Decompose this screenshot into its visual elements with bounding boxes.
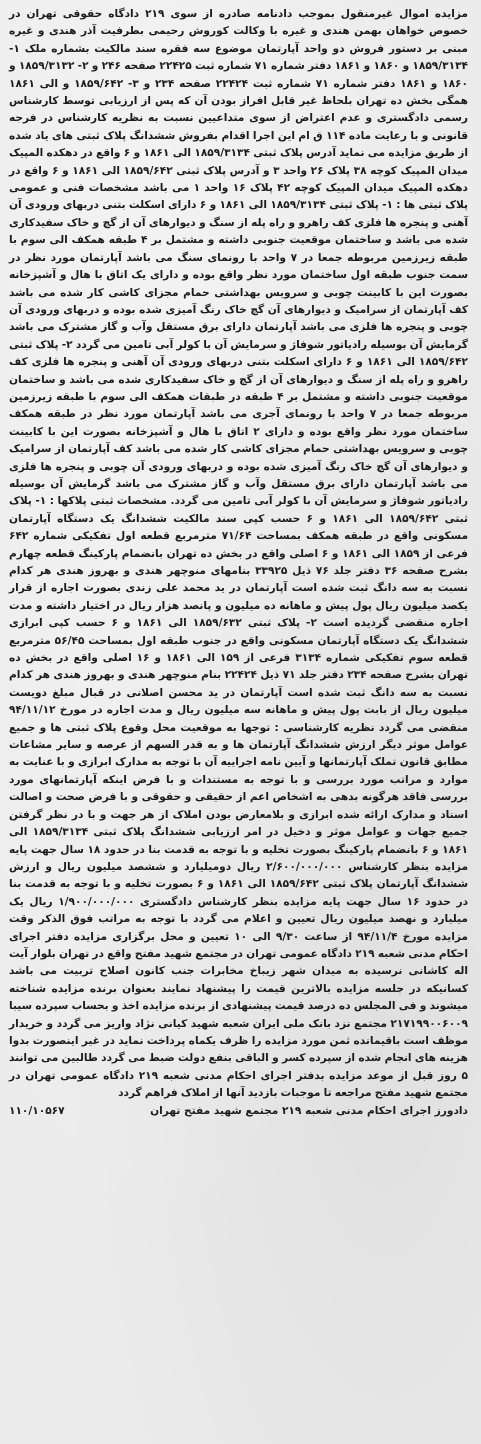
notice-code: ۱۱۰/۱۰۵۶۷ [9,1104,65,1117]
notice-footer [9,1103,468,1120]
auction-notice-text: مزایده اموال غیرمنقول بموجب دادنامه صادره از سوی ۲۱۹ دادگاه حقوقی تهران در خصوص خواهان بهمن هندی و غیره با وکالت کوروش رحیمی بطرفیت آذر هندی و غیره مبنی بر دستور فروش دو واحد آپارتمان موضوع سه فقره سند مالکیت بشماره ملک ۱- ۱۸۵۹/۳۱۳۴ و ۱۸۶۰ و ۱۸۶۱ دفتر شماره ۷۱ شماره ثبت ۲۲۴۲۵ صفحه ۲۴۶ و ۲- ۱۸۵۹/۳۱۳۲ و ۱۸۶۰ و ۱۸۶۱ دفتر شماره ۷۱ شماره ثبت ۲۲۴۲۴ صفحه ۲۳۴ و ۳- ۱۸۵۹/۶۴۲ و الی ۱۸۶۱ همگی بخش ده تهران بلحاظ غیر قابل افراز بودن آن که پس از ارزیابی توسط کارشناس رسمی دادگستری و عدم اعتراض از سوی متداعیین نسبت به نظریه کارشناس در فرجه قانونی و با رعایت ماده ۱۱۴ ق ام این اجرا اقدام بفروش ششدانگ پلاک ثبتی های یاد شده از طریق مزایده می نماید آدرس پلاک ثبتی ۱۸۵۹/۳۱۳۴ الی ۱۸۶۱ و ۶ واقع در دهکده المپیک میدان المپیک کوچه ۳۸ پلاک ۲۶ واحد ۳ و آدرس پلاک ثبتی ۱۸۵۹/۶۴۲ الی ۱۸۶۱ و ۶ واقع در دهکده المپیک میدان المپیک کوچه ۴۲ پلاک ۱۶ واحد ۱ می باشد مشخصات فنی و عمومی پلاک ثبتی ها : ۱- پلاک ثبتی ۱۸۵۹/۳۱۳۴ الی ۱۸۶۱ و ۶ دارای اسکلت بتنی دربهای ورودی آن آهنی و پنجره ها فلزی کف راهرو و راه پله از سنگ و دیوارهای آن از گچ و خاک سفیدکاری شده می باشد و ساختمان موقعیت جنوبی داشته و مشتمل بر ۴ طبقه همکف الی سوم با طبقه زیرزمین مربوطه جمعا در ۷ واحد با رونمای سنگ می باشد آپارتمان مورد نظر در سمت جنوب طبقه اول ساختمان مورد نظر واقع بوده و دارای یک اتاق با هال و آشپزخانه بصورت این با کابینت چوبی و سرویس بهداشتی حمام مجزای کاشی کار شده می باشد کف آپارتمان از سرامیک و دیوارهای آن گچ خاک رنگ آمیزی شده بوده و دربهای ورودی آن چوبی و پنجره ها فلزی می باشد آپارتمان دارای برق مستقل وآب و گاز مشترک می باشد گرمایش آن بوسیله رادیاتور شوفاژ و سرمایش آن با کولر آبی تامین می گردد ۲- پلاک ثبتی ۱۸۵۹/۶۴۲ الی ۱۸۶۱ و ۶ دارای اسکلت بتنی دربهای ورودی آن آهنی و پنجره ها فلزی کف راهرو و راه پله از سنگ و دیوارهای آن از گچ و خاک سفیدکاری شده می باشد و ساختمان موقعیت جنوبی داشته و مشتمل بر ۴ طبقه در طبقات همکف الی سوم با طبقه زیرزمین مربوطه جمعا در ۷ واحد با رونمای آجری می باشد آپارتمان مورد نظر در طبقه همکف ساختمان مورد نظر واقع بوده و دارای ۲ اتاق با هال و آشپزخانه بصورت این با کابینت چوبی و سرویس بهداشتی حمام مجزای کاشی کار شده می باشد کف آپارتمان از سرامیک و دیوارهای آن گچ خاک رنگ آمیزی شده بوده و دربهای ورودی آن چوبی و پنجره ها فلزی می باشد آپارتمان دارای برق مستقل وآب و گاز مشترک می باشد گرمایش آن بوسیله رادیاتور شوفاژ و سرمایش آن با کولر آبی تامین می گردد. مشخصات ثبتی پلاکها : ۱- پلاک ثبتی ۱۸۵۹/۶۴۲ الی ۱۸۶۱ و ۶ حسب کپی سند مالکیت ششدانگ یک دستگاه آپارتمان مسکونی واقع در طبقه همکف بمساحت ۷۱/۶۴ مترمربع قطعه اول تفکیکی شماره ۶۴۲ فرعی از ۱۸۵۹ الی ۱۸۶۱ و ۶ اصلی واقع در بخش ده تهران بانضمام پارکینگ قطعه چهارم بشرح صفحه ۳۶ دفتر جلد ۷۶ ذیل ۳۳۹۲۵ بنامهای منوچهر هندی و بهروز هندی هر کدام نسبت به سه دانگ ثبت شده است آپارتمان در ید محمد علی زندی بصورت اجاره از قرار یکصد میلیون ریال پول پیش و ماهانه ده میلیون و پانصد هزار ریال در اختیار داشته و مدت اجاره منقضی گردیده است ۲- پلاک ثبتی ۱۸۵۹/۶۳۲ الی ۱۸۶۱ و ۶ حسب کپی ابرازی ششدانگ یک دستگاه آپارتمان مسکونی واقع در جنوب طبقه اول بمساحت ۵۶/۴۵ مترمربع قطعه سوم تفکیکی شماره ۳۱۳۴ فرعی از ۱۵۹ الی ۱۸۶۱ و ۱۶ اصلی واقع در بخش ده تهران بشرح صفحه ۲۳۴ دفتر جلد ۷۱ ذیل ۲۲۴۲۴ بنام منوچهر هندی و بهروز هندی هر کدام نسبت به سه دانگ ثبت شده است آپارتمان در ید محسن اصلانی در قبال مبلغ دویست میلیون ریال از بابت پول پیش و ماهانه سه میلیون ریال و مدت اجاره در مورخ ۹۴/۱۱/۱۲ منقضی می گردد نظریه کارشناسی : توجها به موقعیت محل وقوع پلاک ثبتی ها و جمیع عوامل موثر دیگر ارزش ششدانگ آپارتمان ها و به قدر السهم از عرصه و سایر مشاعات مطابق قانون تملک آپارتمانها و آیین نامه اجراییه آن با توجه به مدارک ابرازی و با عنایت به موارد و مراتب مورد بررسی و با توجه به مستندات و با فرض اینکه آپارتمانهای مورد بررسی فاقد هرگونه بدهی به اشخاص اعم از حقیقی و حقوقی و با فرض صحت و اصالت اسناد و مدارک ارائه شده ابرازی و بلامعارض بودن املاک از هر جهت و با در نظر گرفتن جمیع جهات و عوامل موثر و دخیل در امر ارزیابی ششدانگ پلاک ثبتی ۱۸۵۹/۳۱۳۴ الی ۱۸۶۱ و ۶ بانضمام پارکینگ بصورت تخلیه و با توجه به قدمت بنا در حدود ۱۸ سال جهت پایه مزایده بنظر کارشناس ۲/۶۰۰/۰۰۰/۰۰۰ ریال دومیلیارد و ششصد میلیون ریال و ارزش ششدانگ آپارتمان پلاک ثبتی ۱۸۵۹/۶۴۲ الی ۱۸۶۱ و ۶ بصورت تخلیه و با توجه به قدمت بنا در حدود ۱۶ سال جهت پایه مزایده بنظر کارشناس دادگستری ۱/۹۰۰/۰۰۰/۰۰۰ ریال یک میلیارد و نهصد میلیون ریال تعیین و اعلام می گردد با توجه به مراتب فوق الذکر وقت مزایده مورخ ۹۴/۱۱/۴ از ساعت ۹/۳۰ الی ۱۰ تعیین و محل برگزاری مزایده دفتر اجرای احکام مدنی شعبه ۲۱۹ دادگاه عمومی تهران در مجتمع شهید مفتح واقع در تهران بلوار آیت اله کاشانی نرسیده به میدان شهر زیباخ مخابرات جنب کانون اصلاح تربیت می باشد کسانیکه در جلسه مزایده بالاترین قیمت را پیشنهاد نمایند بعنوان برنده مزایده شناخته میشوند و فی المجلس ده درصد قیمت پیشنهادی از برنده مزایده اخذ و بحساب سپرده سیبا ۲۱۷۱۹۹۰۰۶۰۰۹ مجتمع نزد بانک ملی ایران شعبه شهید کیانی نژاد واریز می گردد و خریدار موظف است باقیمانده ثمن مورد مزایده را ظرف یکماه پرداخت نماید در غیر اینصورت بدوا هزینه های انجام شده از سپرده کسر و الباقی بنفع دولت ضبط می گردد طالبین می توانند ۵ روز قبل از موعد مزایده بدفتر اجرای احکام مدنی شعبه ۲۱۹ دادگاه عمومی تهران در مجتمع شهید مفتح مراجعه تا موجبات بازدید آنها از املاک فراهم گردد [9,8,469,1100]
court-signature: دادورز اجرای احکام مدنی شعبه ۲۱۹ مجتمع شهید مفتح تهران [150,1104,468,1117]
